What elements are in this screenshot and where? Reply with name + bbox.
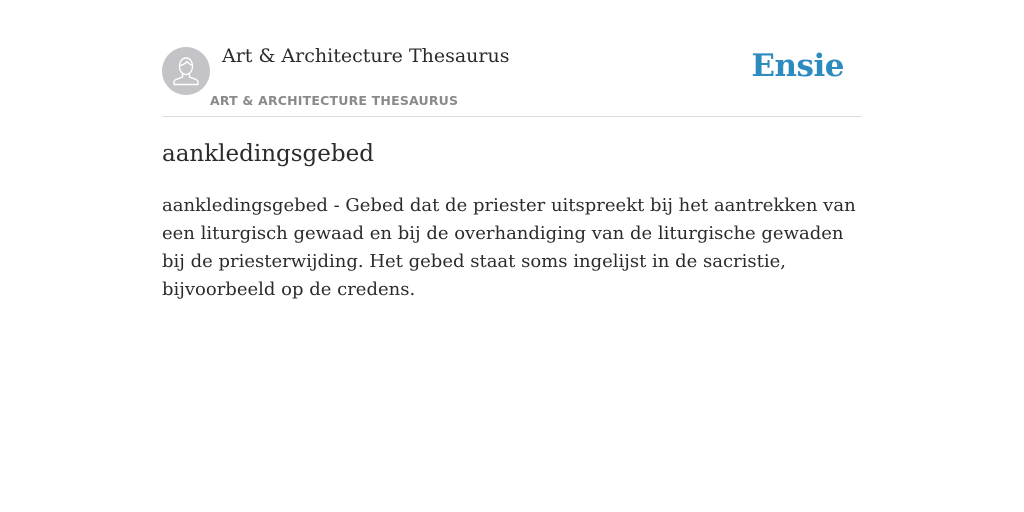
ensie-logo[interactable]: Ensie <box>751 48 844 84</box>
author-name-link[interactable]: Art & Architecture Thesaurus <box>222 45 510 67</box>
term-title: aankledingsgebed <box>162 141 374 167</box>
avatar[interactable] <box>162 47 210 95</box>
page-container <box>162 0 862 300</box>
page-header <box>162 0 862 117</box>
source-label[interactable]: ART & ARCHITECTURE THESAURUS <box>210 93 459 108</box>
term-definition: aankledingsgebed - Gebed dat de priester uitspreekt bij het aantrekken van een liturgisch gewaad en bij de overhandiging van de liturgische gewaden bij de priesterwijding. Het gebed staat soms ingelijst in de sacristie, bijvoorbeeld op de credens. <box>162 195 856 300</box>
user-icon <box>162 47 210 95</box>
